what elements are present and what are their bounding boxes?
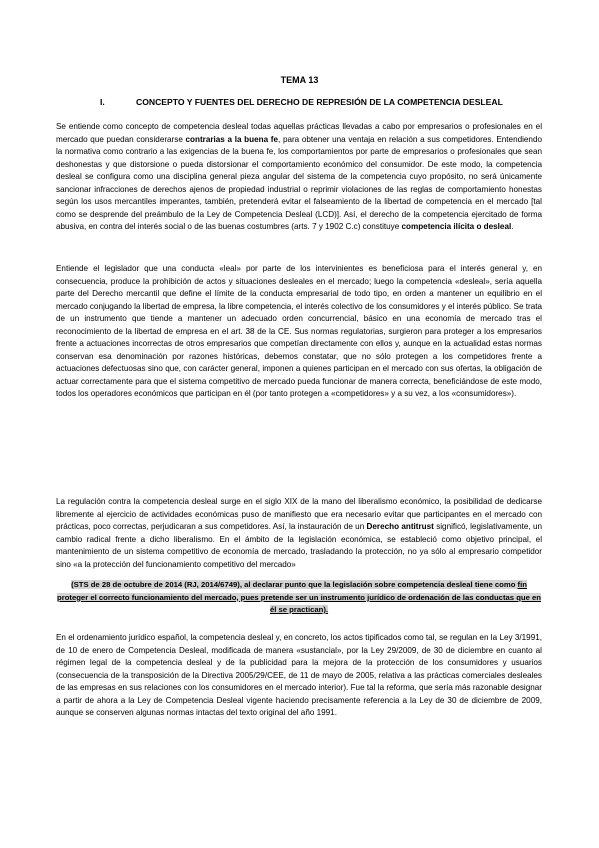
paragraph-1-text-a: Se entiende como concepto de competencia desleal todas aquellas prácticas llevadas a cabo por empresarios o profesionales en el mercado que puedan considerarse	[56, 122, 542, 144]
paragraph-1-bold-a: contrarias a la buena fe	[185, 134, 278, 144]
paragraph-2: Entiende el legislador que una conducta «leal» por parte de los intervinientes es beneficiosa para el interés general y, en consecuencia, produce la prohibición de actos y situaciones desleales en el mercado; luego la competencia «desleal», sería aquella parte del Derecho mercantil que define el límite de la conducta empresarial de todo tipo, en orden a mantener un equilibrio en el mercado conjugando la libertad de empresa, la libre competencia, el interés colectivo de los consumidores y el interés público. Se trata de un instrumento que tiende a mantener un adecuado orden concurrencial, básico en una economía de mercado tras el reconocimiento de la libertad de empresa en el art. 38 de la CE. Sus normas regulatorias, surgieron para proteger a los empresarios frente a actuaciones incorrectas de otros empresarios que competían directamente con ellos y, aunque en la actualidad estas normas conservan esa denominación por razones históricas, debemos constatar, que no sólo protegen a los competidores frente a actuaciones defectuosas sino que, con carácter general, imponen a quienes participan en el mercado con sus ofertas, la obligación de actuar correctamente para que el sistema competitivo de mercado pueda funcionar de manera correcta, beneficiándose de este modo, todos los operadores económicos que participan en él (por tanto protegen a «competidores» y a su vez, a los «consumidores»).	[56, 264, 542, 399]
paragraph-1	[56, 121, 542, 234]
paragraph-1-bold-b: competencia ilícita o desleal	[401, 222, 512, 232]
paragraph-3-bold: Derecho antitrust	[366, 522, 434, 532]
section-title: CONCEPTO Y FUENTES DEL DERECHO DE REPRESIÓN DE LA COMPETENCIA DESLEAL	[136, 97, 503, 107]
paragraph-1-text-b: , para obtener una ventaja en relación a sus competidores. Entendiendo la normativa como contrario a las exigencias de la buena fe, los comportamientos por parte de empresarios o profesionales que sean deshonestas y que distorsione o pueda distorsionar el comportamiento económico del consumidor. De este modo, la competencia desleal se configura como una disciplina general pieza angular del sistema de la competencia cuyo propósito, no será únicamente sancionar infracciones de derechos ajenos de propiedad industrial o reprimir violaciones de las reglas de comportamiento honestas según los usos mercantiles imperantes, también, pretenderá evitar el falseamiento de la libertad de competencia en el mercado [tal como se desprende del preámbulo de la Ley de Competencia Desleal (LCD)]. Así, el derecho de la competencia ejercitado de forma abusiva, en contra del interés social o de las buenas costumbres (arts. 7 y 1902 C.c) constituye	[56, 134, 542, 232]
section-number: I.	[100, 97, 105, 107]
jurisprudence-quote	[56, 579, 542, 617]
paragraph-1-text-c: .	[511, 222, 514, 232]
paragraph-3-text-b: significó, legislativamente, un cambio radical frente a dicho liberalismo. En el ámbito de la legislación económica, se estableció como objetivo principal, el mantenimiento de un sistema competitivo de economía de mercado, trasladando la protección, no ya sólo al empresario competidor sino «a la protección del funcionamiento competitivo del mercado»	[56, 522, 542, 569]
paragraph-3-text-a: La regulación contra la competencia desleal surge en el siglo XIX de la mano del liberalismo económico, la posibilidad de dedicarse libremente al ejercicio de actividades económicas puso de manifiesto que era necesario evitar que participantes en el mercado con prácticas, poco correctas, perjudicaran a sus competidores. Así, la instauración de un	[56, 497, 542, 532]
paragraph-4: En el ordenamiento jurídico español, la competencia desleal y, en concreto, los actos tipificados como tal, se regulan en la Ley 3/1991, de 10 de enero de Competencia Desleal, modificada de manera «sustancial», por la Ley 29/2009, de 30 de diciembre en cuanto al régimen legal de la competencia desleal y de la publicidad para la mejora de la protección de los consumidores y usuarios (consecuencia de la transposición de la Directiva 2005/29/CEE, de 11 de mayo de 2005, relativa a las prácticas comerciales desleales de las empresas en sus relaciones con los consumidores en el mercado interior). Fue tal la reforma, que sería más razonable designar a partir de ahora a la Ley de Competencia Desleal vigente haciendo precisamente referencia a la Ley de 30 de diciembre de 2009, aunque se conserven algunas normas intactas del texto original del año 1991.	[56, 633, 542, 718]
quote-highlight: (STS de 28 de octubre de 2014 (RJ, 2014/6749), al declarar punto que la legislación sobre competencia desleal tiene como	[71, 580, 518, 589]
section-heading	[100, 97, 540, 107]
quote-underlined: fin proteger el correcto funcionamiento del mercado, pues pretende ser un instrumento jurídico de ordenación de las conductas que en él se practican).	[57, 580, 541, 614]
page-title: TEMA 13	[280, 75, 319, 85]
paragraph-3	[56, 496, 542, 571]
